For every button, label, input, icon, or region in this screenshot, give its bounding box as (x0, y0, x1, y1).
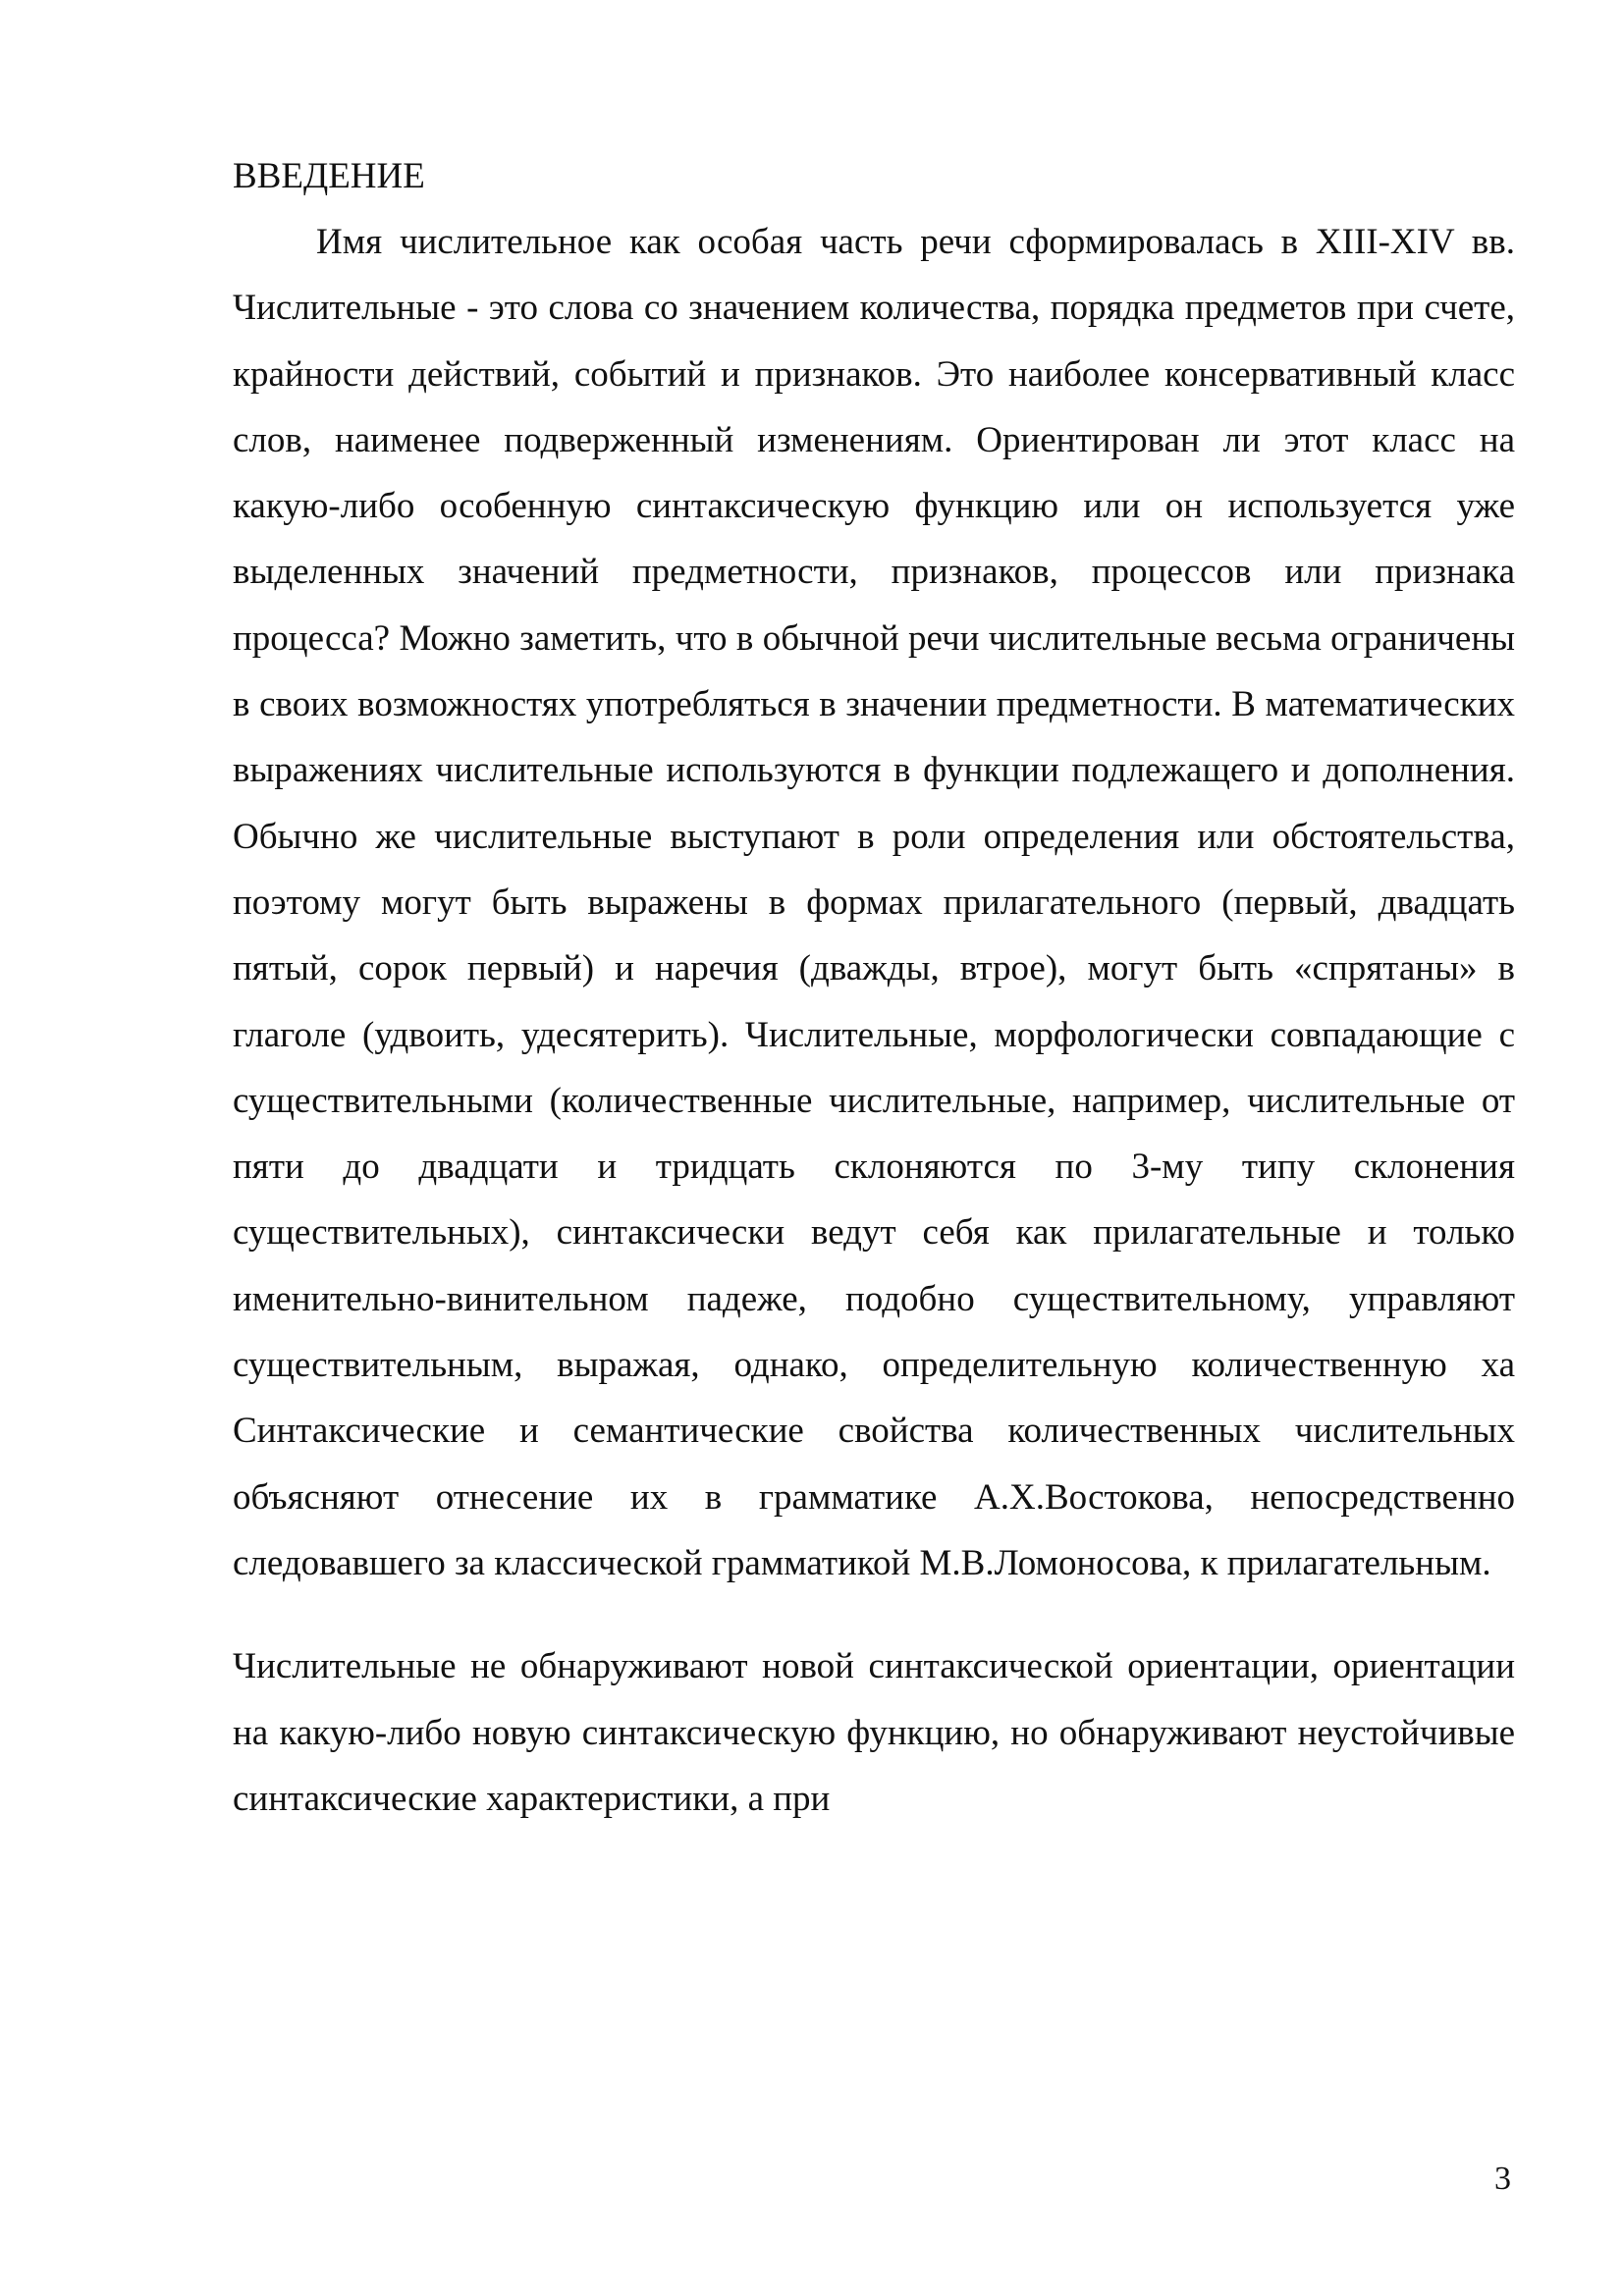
page-content (233, 147, 1515, 1832)
paragraph-intro: Имя числительное как особая часть речи сформировалась в XIII-XIV вв. Числительные - это слова со значением количества, порядка предметов при счете, крайности действий, событий и признаков. Это наиболее консервативный класс слов, наименее подверженный изменениям. Ориентирован ли этот класс на какую-либо особенную синтаксическую функцию или он используется уже выделенных значений предметности, признаков, процессов или признака процесса? Можно заметить, что в обычной речи числительные весьма ограничены в своих возможностях употребляться в значении предметности. В математических выражениях числительные используются в функции подлежащего и дополнения. Обычно же числительные выступают в роли определения или обстоятельства, поэтому могут быть выражены в формах прилагательного (первый, двадцать пятый, сорок первый) и наречия (дважды, втрое), могут быть «спрятаны» в глаголе (удвоить, удесятерить). Числительные, морфологически совпадающие с существительными (количественные числительные, например, числительные от пяти до двадцати и тридцать склоняются по 3-му типу склонения существительных), синтаксически ведут себя как прилагательные и только именительно-винительном падеже, подобно существительному, управляют существительным, выражая, однако, определительную количественную ха Синтаксические и семантические свойства количественных числительных объясняют отнесение их в грамматике А.Х.Востокова, непосредственно следовавшего за классической грамматикой М.В.Ломоносова, к прилагательным. (233, 222, 1515, 1583)
section-heading: ВВЕДЕНИЕ (233, 156, 425, 196)
page-number: 3 (1494, 2161, 1511, 2197)
paragraph-continuation: Числительные не обнаруживают новой синтаксической ориентации, ориентации на какую-либо новую синтаксическую функцию, но обнаруживают неустойчивые синтаксические характеристики, а при (233, 1646, 1515, 1819)
